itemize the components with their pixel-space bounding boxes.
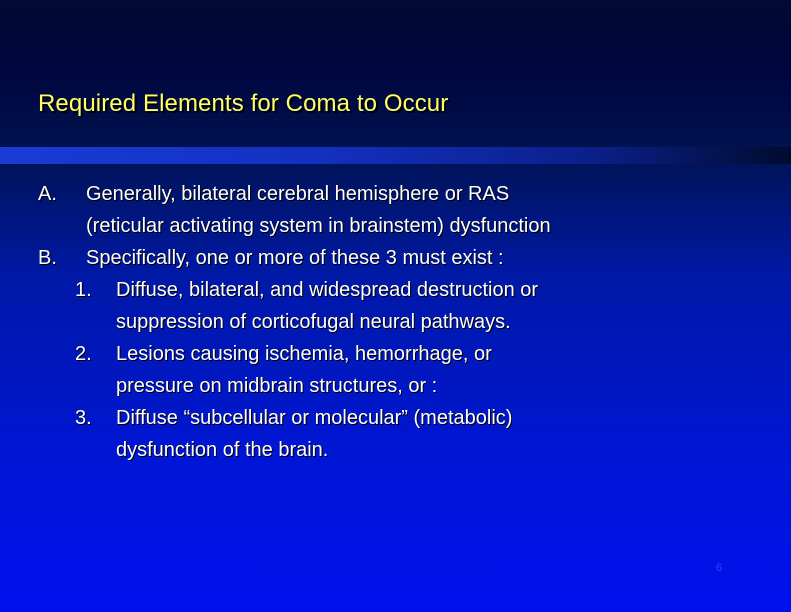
sub-marker-1: 1. [75,279,92,301]
list-marker-b: B. [38,247,57,269]
sub-item-1-line-2: suppression of corticofugal neural pathways. [116,311,511,333]
sub-item-2 [0,338,791,370]
sub-item-1-continuation [0,306,791,338]
sub-item-2-continuation [0,370,791,402]
list-marker-a: A. [38,183,57,205]
sub-item-1 [0,274,791,306]
page-number: 6 [716,562,723,574]
sub-item-2-line-2: pressure on midbrain structures, or : [116,375,438,397]
sub-item-2-line-1: Lesions causing ischemia, hemorrhage, or [116,343,492,365]
slide-content [0,178,791,466]
sub-item-3-line-1: Diffuse “subcellular or molecular” (metabolic) [116,407,513,429]
list-item-a-line-1: Generally, bilateral cerebral hemisphere or RAS [86,183,510,205]
title-divider-bar [0,147,791,164]
slide-title: Required Elements for Coma to Occur [38,90,449,117]
list-item-a-continuation [0,210,791,242]
list-item-a-line-2: (reticular activating system in brainstem) dysfunction [86,215,551,237]
sub-item-1-line-1: Diffuse, bilateral, and widespread destruction or [116,279,539,301]
sub-item-3-continuation [0,434,791,466]
list-item-b-line-1: Specifically, one or more of these 3 must exist : [86,247,504,269]
sub-item-3 [0,402,791,434]
sub-marker-2: 2. [75,343,92,365]
list-item-b [0,242,791,274]
sub-item-3-line-2: dysfunction of the brain. [116,439,329,461]
list-item-a [0,178,791,210]
sub-marker-3: 3. [75,407,92,429]
